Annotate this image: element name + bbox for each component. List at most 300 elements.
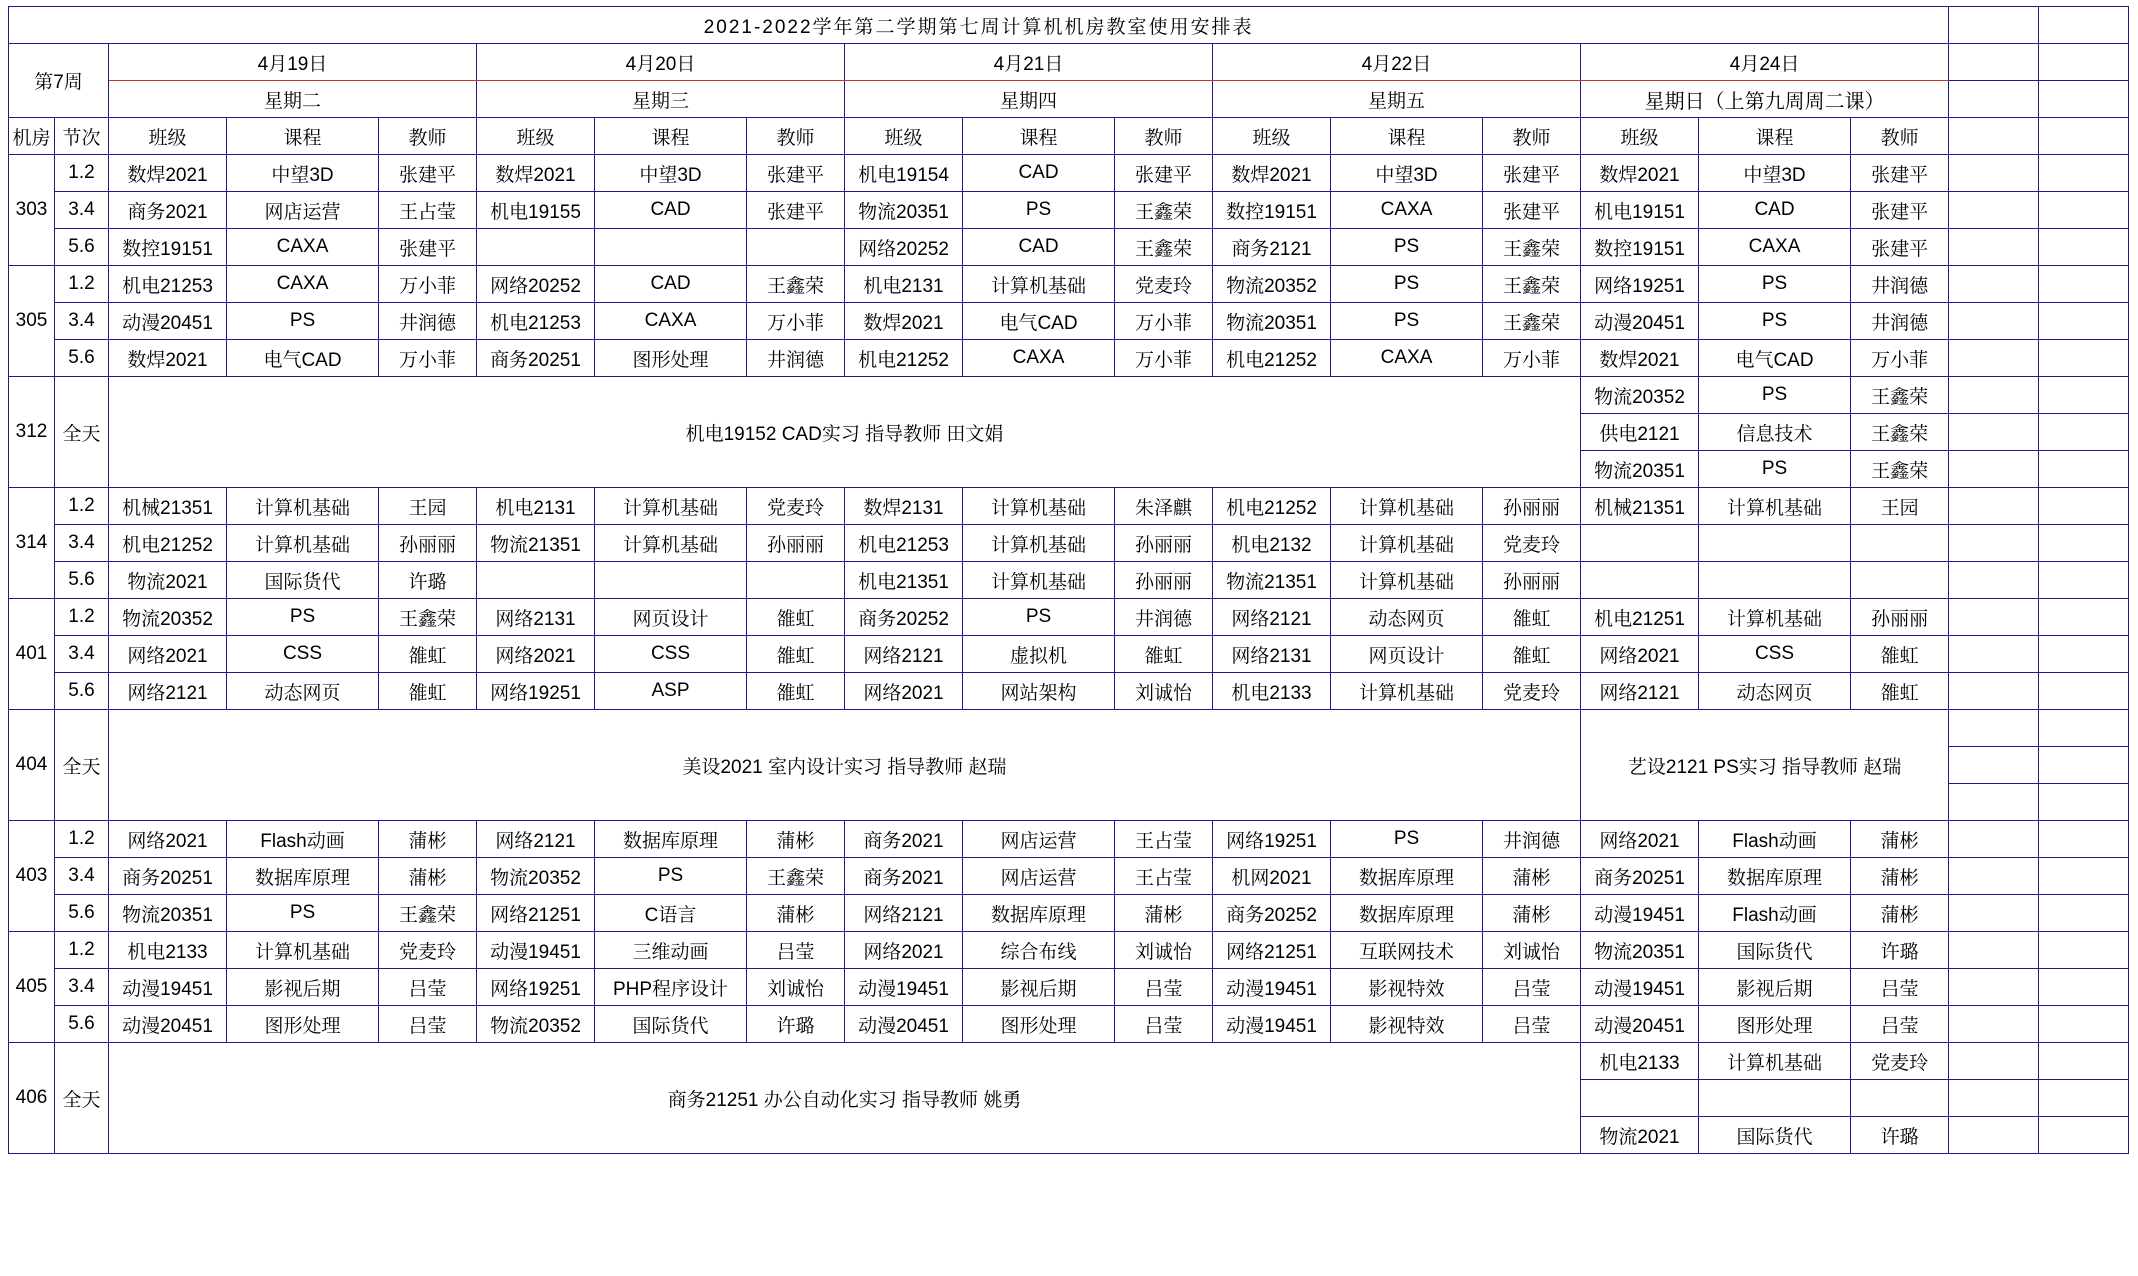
class-cell: 数焊2021 <box>109 155 227 192</box>
course-cell: CAXA <box>227 229 379 266</box>
teacher-cell: 孙丽丽 <box>747 525 845 562</box>
course-cell: CAD <box>963 229 1115 266</box>
course-cell: CSS <box>1699 636 1851 673</box>
course-cell: 图形处理 <box>595 340 747 377</box>
teacher-cell: 雒虹 <box>1483 599 1581 636</box>
blank-cell <box>2039 1006 2129 1043</box>
class-cell: 网络2021 <box>845 932 963 969</box>
blank-cell <box>1949 303 2039 340</box>
header-course-0: 课程 <box>227 118 379 155</box>
class-cell: 机电21252 <box>1213 488 1331 525</box>
course-cell: 计算机基础 <box>1331 525 1483 562</box>
course-cell <box>1699 1080 1851 1117</box>
course-cell: C语言 <box>595 895 747 932</box>
blank-cell <box>2039 784 2129 821</box>
teacher-cell: 蒲彬 <box>379 858 477 895</box>
course-cell: 计算机基础 <box>1699 1043 1851 1080</box>
allday-label: 全天 <box>55 1043 109 1154</box>
period-label: 5.6 <box>55 895 109 932</box>
period-label: 1.2 <box>55 821 109 858</box>
course-cell: 计算机基础 <box>1699 599 1851 636</box>
period-label: 3.4 <box>55 858 109 895</box>
teacher-cell: 万小菲 <box>1115 303 1213 340</box>
class-cell: 机电2131 <box>477 488 595 525</box>
course-cell: 国际货代 <box>1699 932 1851 969</box>
period-label: 5.6 <box>55 562 109 599</box>
course-cell: CAD <box>963 155 1115 192</box>
class-cell: 商务2021 <box>109 192 227 229</box>
blank-cell <box>1949 525 2039 562</box>
teacher-cell: 雒虹 <box>747 673 845 710</box>
course-cell: 电气CAD <box>227 340 379 377</box>
blank-cell <box>1949 673 2039 710</box>
room-label-404: 404 <box>9 710 55 821</box>
teacher-cell: 雒虹 <box>1851 673 1949 710</box>
blank-cell <box>2039 377 2129 414</box>
teacher-cell: 张建平 <box>379 229 477 266</box>
period-label: 3.4 <box>55 192 109 229</box>
teacher-cell: 雒虹 <box>747 599 845 636</box>
blank-cell <box>1949 710 2039 747</box>
class-cell: 数焊2021 <box>1581 155 1699 192</box>
teacher-cell: 许璐 <box>747 1006 845 1043</box>
blank-cell <box>2039 488 2129 525</box>
class-cell: 网络20252 <box>845 229 963 266</box>
blank-cell <box>2039 451 2129 488</box>
teacher-cell: 井润德 <box>747 340 845 377</box>
period-label: 5.6 <box>55 340 109 377</box>
teacher-cell: 张建平 <box>1851 229 1949 266</box>
course-cell: 数据库原理 <box>227 858 379 895</box>
teacher-cell: 吕莹 <box>747 932 845 969</box>
blank-cell <box>2039 414 2129 451</box>
course-cell <box>595 562 747 599</box>
course-cell: 电气CAD <box>1699 340 1851 377</box>
room-label-401: 401 <box>9 599 55 710</box>
teacher-cell: 张建平 <box>1115 155 1213 192</box>
class-cell: 商务2021 <box>845 821 963 858</box>
teacher-cell: 许璐 <box>1851 932 1949 969</box>
allday-text: 商务21251 办公自动化实习 指导教师 姚勇 <box>109 1043 1581 1154</box>
course-cell: 虚拟机 <box>963 636 1115 673</box>
room-label-405: 405 <box>9 932 55 1043</box>
class-cell: 数焊2021 <box>1213 155 1331 192</box>
teacher-cell: 党麦玲 <box>1851 1043 1949 1080</box>
header-class-3: 班级 <box>1213 118 1331 155</box>
course-cell: 计算机基础 <box>1331 673 1483 710</box>
class-cell: 机电2131 <box>845 266 963 303</box>
course-cell: 影视后期 <box>1699 969 1851 1006</box>
course-cell: ASP <box>595 673 747 710</box>
class-cell: 物流20352 <box>109 599 227 636</box>
header-teacher-2: 教师 <box>1115 118 1213 155</box>
class-cell: 动漫19451 <box>1581 969 1699 1006</box>
class-cell: 机电21351 <box>845 562 963 599</box>
course-cell: PS <box>963 599 1115 636</box>
class-cell: 机电21251 <box>1581 599 1699 636</box>
class-cell: 网络2021 <box>1581 636 1699 673</box>
blank-cell <box>1949 784 2039 821</box>
course-cell: Flash动画 <box>1699 895 1851 932</box>
course-cell: PHP程序设计 <box>595 969 747 1006</box>
header-course-3: 课程 <box>1331 118 1483 155</box>
teacher-cell: 万小菲 <box>379 266 477 303</box>
blank-cell <box>2039 710 2129 747</box>
room-label-406: 406 <box>9 1043 55 1154</box>
teacher-cell: 张建平 <box>1483 192 1581 229</box>
teacher-cell: 吕莹 <box>379 1006 477 1043</box>
class-cell: 动漫20451 <box>109 303 227 340</box>
teacher-cell: 刘诚怡 <box>1115 673 1213 710</box>
course-cell <box>595 229 747 266</box>
class-cell: 机械21351 <box>109 488 227 525</box>
teacher-cell: 吕莹 <box>379 969 477 1006</box>
teacher-cell: 王占莹 <box>379 192 477 229</box>
class-cell: 网络2021 <box>109 636 227 673</box>
teacher-cell: 雒虹 <box>379 673 477 710</box>
class-cell: 动漫19451 <box>109 969 227 1006</box>
period-label: 3.4 <box>55 636 109 673</box>
day-weekday-3: 星期五 <box>1213 81 1581 118</box>
class-cell: 动漫19451 <box>1581 895 1699 932</box>
course-cell: 数据库原理 <box>1699 858 1851 895</box>
teacher-cell: 雒虹 <box>379 636 477 673</box>
teacher-cell: 蒲彬 <box>1483 895 1581 932</box>
schedule-table <box>8 6 2129 1154</box>
class-cell: 物流20352 <box>1581 377 1699 414</box>
teacher-cell: 吕莹 <box>1851 1006 1949 1043</box>
class-cell: 物流2021 <box>109 562 227 599</box>
blank-cell <box>2039 44 2129 81</box>
class-cell: 机电2133 <box>1581 1043 1699 1080</box>
blank-cell <box>1949 229 2039 266</box>
blank-cell <box>1949 1117 2039 1154</box>
course-cell: 国际货代 <box>1699 1117 1851 1154</box>
class-cell: 动漫19451 <box>477 932 595 969</box>
course-cell: 计算机基础 <box>227 932 379 969</box>
course-cell: 网页设计 <box>1331 636 1483 673</box>
class-cell: 数焊2021 <box>845 303 963 340</box>
class-cell: 网络2021 <box>109 821 227 858</box>
course-cell: PS <box>1699 377 1851 414</box>
teacher-cell: 刘诚怡 <box>1483 932 1581 969</box>
course-cell: 图形处理 <box>227 1006 379 1043</box>
teacher-cell: 王鑫荣 <box>747 266 845 303</box>
teacher-cell: 蒲彬 <box>1851 858 1949 895</box>
day-date-3: 4月22日 <box>1213 44 1581 81</box>
class-cell: 机电2133 <box>109 932 227 969</box>
class-cell: 机电19155 <box>477 192 595 229</box>
blank-cell <box>1949 932 2039 969</box>
class-cell: 机电21253 <box>845 525 963 562</box>
course-cell: 影视后期 <box>963 969 1115 1006</box>
course-cell: 计算机基础 <box>963 525 1115 562</box>
class-cell: 网络20252 <box>477 266 595 303</box>
class-cell: 网络2121 <box>845 895 963 932</box>
class-cell: 网络2121 <box>845 636 963 673</box>
course-cell: CAD <box>1699 192 1851 229</box>
teacher-cell <box>1851 562 1949 599</box>
teacher-cell: 蒲彬 <box>1115 895 1213 932</box>
course-cell: CAXA <box>963 340 1115 377</box>
blank-cell <box>2039 562 2129 599</box>
period-label: 3.4 <box>55 969 109 1006</box>
teacher-cell: 蒲彬 <box>747 895 845 932</box>
teacher-cell: 许璐 <box>379 562 477 599</box>
blank-cell <box>1949 858 2039 895</box>
teacher-cell: 王鑫荣 <box>379 599 477 636</box>
class-cell: 物流20351 <box>845 192 963 229</box>
header-course-2: 课程 <box>963 118 1115 155</box>
class-cell: 数控19151 <box>1581 229 1699 266</box>
teacher-cell: 井润德 <box>1483 821 1581 858</box>
header-teacher-4: 教师 <box>1851 118 1949 155</box>
teacher-cell: 井润德 <box>379 303 477 340</box>
teacher-cell: 党麦玲 <box>1483 525 1581 562</box>
blank-cell <box>2039 192 2129 229</box>
course-cell: 计算机基础 <box>963 562 1115 599</box>
course-cell: PS <box>595 858 747 895</box>
blank-cell <box>2039 1080 2129 1117</box>
blank-cell <box>2039 118 2129 155</box>
course-cell: 国际货代 <box>227 562 379 599</box>
class-cell: 动漫20451 <box>109 1006 227 1043</box>
course-cell: 动态网页 <box>227 673 379 710</box>
teacher-cell: 孙丽丽 <box>1115 562 1213 599</box>
course-cell: PS <box>1699 451 1851 488</box>
room-label-303: 303 <box>9 155 55 266</box>
teacher-cell: 党麦玲 <box>379 932 477 969</box>
header-class-2: 班级 <box>845 118 963 155</box>
teacher-cell: 井润德 <box>1851 266 1949 303</box>
class-cell <box>1581 562 1699 599</box>
class-cell: 网络2021 <box>477 636 595 673</box>
teacher-cell: 孙丽丽 <box>1483 488 1581 525</box>
class-cell: 网络19251 <box>1213 821 1331 858</box>
class-cell <box>1581 1080 1699 1117</box>
blank-cell <box>2039 525 2129 562</box>
teacher-cell: 王鑫荣 <box>1851 451 1949 488</box>
course-cell: 中望3D <box>1699 155 1851 192</box>
class-cell: 商务2021 <box>845 858 963 895</box>
blank-cell <box>1949 1080 2039 1117</box>
period-label: 3.4 <box>55 525 109 562</box>
schedule-body <box>9 7 2129 1154</box>
class-cell: 网络2121 <box>1213 599 1331 636</box>
day-date-1: 4月20日 <box>477 44 845 81</box>
class-cell: 物流20351 <box>1213 303 1331 340</box>
teacher-cell: 孙丽丽 <box>379 525 477 562</box>
period-label: 1.2 <box>55 599 109 636</box>
header-course-1: 课程 <box>595 118 747 155</box>
class-cell: 物流21351 <box>477 525 595 562</box>
teacher-cell: 王鑫荣 <box>379 895 477 932</box>
teacher-cell: 吕莹 <box>1483 969 1581 1006</box>
blank-cell <box>1949 599 2039 636</box>
course-cell: 网页设计 <box>595 599 747 636</box>
course-cell: PS <box>1699 303 1851 340</box>
class-cell: 数控19151 <box>1213 192 1331 229</box>
course-cell: 计算机基础 <box>1331 488 1483 525</box>
class-cell: 机电21253 <box>477 303 595 340</box>
course-cell: 影视特效 <box>1331 969 1483 1006</box>
day-weekday-1: 星期三 <box>477 81 845 118</box>
teacher-cell: 王占莹 <box>1115 858 1213 895</box>
teacher-cell: 万小菲 <box>379 340 477 377</box>
class-cell <box>477 229 595 266</box>
class-cell: 网络2121 <box>1581 673 1699 710</box>
blank-cell <box>2039 895 2129 932</box>
teacher-cell <box>747 229 845 266</box>
class-cell: 网络21251 <box>1213 932 1331 969</box>
course-cell: CSS <box>227 636 379 673</box>
course-cell <box>1699 525 1851 562</box>
blank-cell <box>2039 340 2129 377</box>
class-cell <box>477 562 595 599</box>
teacher-cell: 井润德 <box>1115 599 1213 636</box>
course-cell: 网店运营 <box>963 858 1115 895</box>
course-cell: 计算机基础 <box>963 266 1115 303</box>
class-cell: 商务20251 <box>109 858 227 895</box>
blank-cell <box>2039 747 2129 784</box>
blank-cell <box>2039 155 2129 192</box>
teacher-cell: 党麦玲 <box>747 488 845 525</box>
teacher-cell: 张建平 <box>1483 155 1581 192</box>
teacher-cell: 万小菲 <box>747 303 845 340</box>
room-label-403: 403 <box>9 821 55 932</box>
blank-cell <box>2039 599 2129 636</box>
blank-cell <box>2039 636 2129 673</box>
period-label: 1.2 <box>55 488 109 525</box>
course-cell: CAXA <box>1699 229 1851 266</box>
blank-cell <box>1949 821 2039 858</box>
period-label: 1.2 <box>55 266 109 303</box>
blank-cell <box>2039 229 2129 266</box>
day-date-2: 4月21日 <box>845 44 1213 81</box>
blank-cell <box>1949 377 2039 414</box>
class-cell: 动漫19451 <box>1213 969 1331 1006</box>
class-cell: 网络21251 <box>477 895 595 932</box>
teacher-cell: 王鑫荣 <box>1483 229 1581 266</box>
teacher-cell: 党麦玲 <box>1483 673 1581 710</box>
header-course-4: 课程 <box>1699 118 1851 155</box>
class-cell: 网络2121 <box>109 673 227 710</box>
course-cell: 计算机基础 <box>963 488 1115 525</box>
header-class-0: 班级 <box>109 118 227 155</box>
course-cell: 计算机基础 <box>1331 562 1483 599</box>
teacher-cell: 王占莹 <box>1115 821 1213 858</box>
course-cell: Flash动画 <box>1699 821 1851 858</box>
teacher-cell <box>1851 525 1949 562</box>
course-cell: 计算机基础 <box>595 525 747 562</box>
class-cell: 物流20352 <box>477 858 595 895</box>
class-cell: 物流20351 <box>109 895 227 932</box>
class-cell: 物流21351 <box>1213 562 1331 599</box>
teacher-cell: 王鑫荣 <box>1115 229 1213 266</box>
period-label: 5.6 <box>55 673 109 710</box>
course-cell: PS <box>1699 266 1851 303</box>
class-cell: 网络2131 <box>477 599 595 636</box>
teacher-cell: 蒲彬 <box>1851 895 1949 932</box>
header-teacher-0: 教师 <box>379 118 477 155</box>
teacher-cell: 王园 <box>379 488 477 525</box>
course-cell: CAXA <box>1331 340 1483 377</box>
course-cell: 网店运营 <box>963 821 1115 858</box>
class-cell: 商务20252 <box>1213 895 1331 932</box>
teacher-cell: 万小菲 <box>1115 340 1213 377</box>
course-cell: 图形处理 <box>1699 1006 1851 1043</box>
course-cell: CAXA <box>595 303 747 340</box>
course-cell: PS <box>963 192 1115 229</box>
class-cell: 网络2121 <box>477 821 595 858</box>
teacher-cell <box>1851 1080 1949 1117</box>
teacher-cell: 孙丽丽 <box>1851 599 1949 636</box>
course-cell: 计算机基础 <box>1699 488 1851 525</box>
course-cell: 数据库原理 <box>595 821 747 858</box>
teacher-cell <box>747 562 845 599</box>
blank-cell <box>1949 1006 2039 1043</box>
blank-cell <box>1949 895 2039 932</box>
teacher-cell: 蒲彬 <box>1483 858 1581 895</box>
class-cell: 机械21351 <box>1581 488 1699 525</box>
blank-cell <box>1949 636 2039 673</box>
room-label-312: 312 <box>9 377 55 488</box>
blank-cell <box>1949 155 2039 192</box>
teacher-cell: 吕莹 <box>1483 1006 1581 1043</box>
teacher-cell: 蒲彬 <box>1851 821 1949 858</box>
header-room: 机房 <box>9 118 55 155</box>
blank-cell <box>1949 44 2039 81</box>
course-cell: 图形处理 <box>963 1006 1115 1043</box>
class-cell: 网络2021 <box>1581 821 1699 858</box>
teacher-cell: 许璐 <box>1851 1117 1949 1154</box>
course-cell: 国际货代 <box>595 1006 747 1043</box>
teacher-cell: 王鑫荣 <box>1851 377 1949 414</box>
teacher-cell: 张建平 <box>1851 192 1949 229</box>
class-cell: 物流20351 <box>1581 451 1699 488</box>
blank-cell <box>2039 821 2129 858</box>
teacher-cell: 张建平 <box>1851 155 1949 192</box>
blank-cell <box>2039 969 2129 1006</box>
course-cell: 动态网页 <box>1331 599 1483 636</box>
header-teacher-3: 教师 <box>1483 118 1581 155</box>
teacher-cell: 雒虹 <box>747 636 845 673</box>
period-label: 5.6 <box>55 229 109 266</box>
teacher-cell: 张建平 <box>747 192 845 229</box>
blank-cell <box>1949 81 2039 118</box>
course-cell: 信息技术 <box>1699 414 1851 451</box>
teacher-cell: 孙丽丽 <box>1483 562 1581 599</box>
teacher-cell: 雒虹 <box>1483 636 1581 673</box>
course-cell: 影视特效 <box>1331 1006 1483 1043</box>
course-cell: PS <box>227 895 379 932</box>
teacher-cell: 张建平 <box>747 155 845 192</box>
class-cell: 网络2021 <box>845 673 963 710</box>
class-cell: 供电2121 <box>1581 414 1699 451</box>
blank-cell <box>2039 932 2129 969</box>
allday-text: 机电19152 CAD实习 指导教师 田文娟 <box>109 377 1581 488</box>
teacher-cell: 吕莹 <box>1115 969 1213 1006</box>
course-cell: 数据库原理 <box>1331 895 1483 932</box>
class-cell: 机电2133 <box>1213 673 1331 710</box>
course-cell: 互联网技术 <box>1331 932 1483 969</box>
class-cell: 商务2121 <box>1213 229 1331 266</box>
blank-cell <box>1949 192 2039 229</box>
teacher-cell: 王鑫荣 <box>1483 303 1581 340</box>
class-cell: 机电21252 <box>845 340 963 377</box>
course-cell: 中望3D <box>595 155 747 192</box>
class-cell: 网络19251 <box>1581 266 1699 303</box>
